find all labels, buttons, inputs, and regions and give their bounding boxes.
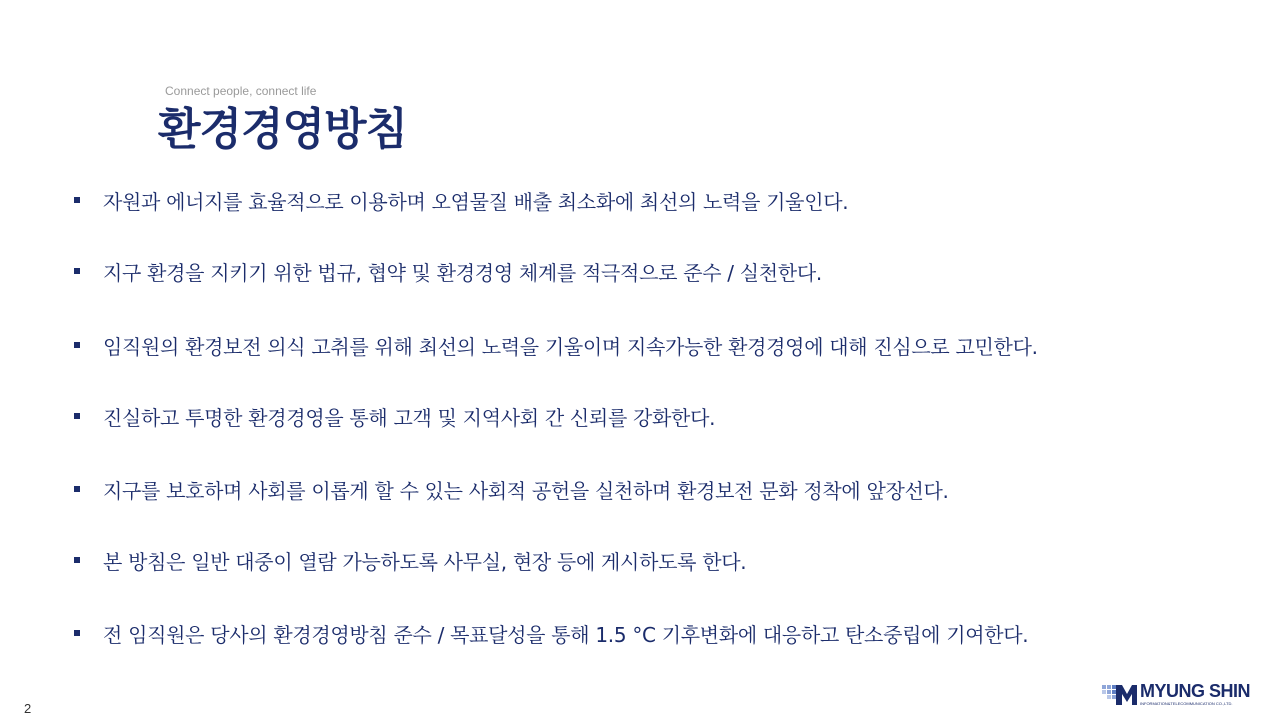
- list-item-text: 전 임직원은 당사의 환경경영방침 준수 / 목표달성을 통해 1.5 °C 기후변화에 대응하고 탄소중립에 기여한다.: [103, 622, 1029, 647]
- bullet-square-icon: [74, 342, 80, 348]
- bullet-square-icon: [74, 197, 80, 203]
- bullet-square-icon: [74, 413, 80, 419]
- bullet-square-icon: [74, 630, 80, 636]
- company-logo: [1102, 683, 1272, 709]
- list-item: [74, 474, 949, 504]
- list-item-text: 지구 환경을 지키기 위한 법규, 협약 및 환경경영 체계를 적극적으로 준수 / 실천한다.: [103, 260, 822, 285]
- list-item-text: 임직원의 환경보전 의식 고취를 위해 최선의 노력을 기울이며 지속가능한 환경경영에 대해 진심으로 고민한다.: [103, 334, 1038, 359]
- list-item: [74, 545, 746, 575]
- logo-subtitle: INFORMATION&TELECOMMUNICATION CO.,LTD.: [1140, 701, 1233, 706]
- list-item-text: 본 방침은 일반 대중이 열람 가능하도록 사무실, 현장 등에 게시하도록 한다.: [103, 549, 747, 574]
- page-title: 환경경영방침: [158, 104, 408, 155]
- list-item-text: 진실하고 투명한 환경경영을 통해 고객 및 지역사회 간 신뢰를 강화한다.: [103, 405, 716, 430]
- list-item: [74, 330, 1038, 360]
- list-item-text: 자원과 에너지를 효율적으로 이용하며 오염물질 배출 최소화에 최선의 노력을 기울인다.: [103, 189, 849, 214]
- list-item: [74, 401, 715, 431]
- logo-mark-icon: [1102, 683, 1138, 707]
- list-item-text: 지구를 보호하며 사회를 이롭게 할 수 있는 사회적 공헌을 실천하며 환경보전 문화 정착에 앞장선다.: [103, 478, 949, 503]
- page-number: 2: [24, 701, 32, 716]
- list-item: [74, 185, 848, 215]
- tagline: Connect people, connect life: [165, 84, 317, 98]
- logo-name: MYUNG SHIN: [1140, 681, 1251, 701]
- bullet-square-icon: [74, 486, 80, 492]
- bullet-square-icon: [74, 268, 80, 274]
- list-item: [74, 618, 1028, 648]
- list-item: [74, 256, 822, 286]
- bullet-square-icon: [74, 557, 80, 563]
